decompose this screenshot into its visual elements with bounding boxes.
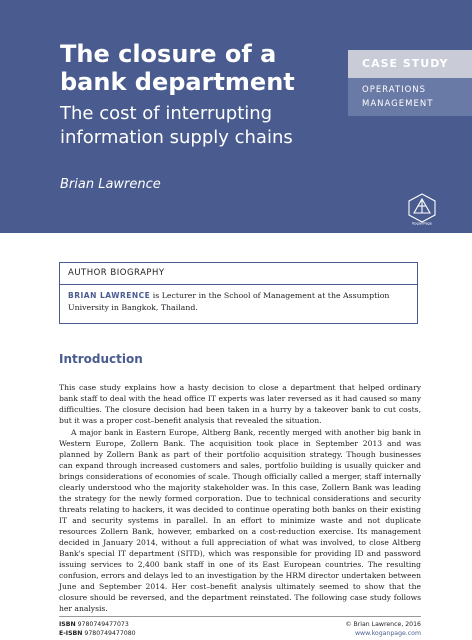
eisbn-value: 9780749477080 bbox=[84, 630, 136, 637]
eisbn-label: E-ISBN bbox=[59, 630, 83, 637]
category-line-2: MANAGEMENT bbox=[362, 99, 434, 109]
case-study-label: CASE STUDY bbox=[348, 50, 472, 78]
isbn-value: 9780749477073 bbox=[77, 621, 129, 628]
biography-text bbox=[68, 290, 409, 314]
publisher-logo-icon bbox=[407, 193, 437, 225]
publisher-url-link[interactable]: www.koganpage.com bbox=[354, 630, 421, 637]
author-biography-box bbox=[59, 262, 418, 324]
biography-heading: AUTHOR BIOGRAPHY bbox=[68, 268, 165, 278]
footer-divider bbox=[59, 616, 421, 617]
author-name: Brian Lawrence bbox=[60, 177, 161, 192]
header-banner bbox=[0, 0, 472, 233]
document-subtitle: The cost of interrupting information supply chains bbox=[60, 103, 293, 148]
publisher-logo-text: KoganPage bbox=[412, 221, 432, 225]
copyright-text: © Brian Lawrence, 2016 bbox=[345, 621, 421, 628]
category-block bbox=[348, 78, 472, 116]
isbn-label: ISBN bbox=[59, 621, 76, 628]
introduction-paragraph-1: This case study explains how a hasty decision to close a department that helped ordinary bank staff to deal with the head office IT experts was later reversed as it had caused so many difficulties. The closure decision had been taken in a hurry by a takeover bank to cut costs, but it was a proper cost–benefit analysis that revealed the situation. bbox=[59, 383, 421, 425]
introduction-paragraph-2: A major bank in Eastern Europe, Altberg Bank, recently merged with another big bank in Western Europe, Zollern Bank. The acquisition took place in September 2013 and was planned by Zollern Bank as part of their portfolio acquisition strategy. Though businesses can expand through increased customers and sales, portfolio building is usually quicker and brings considerations of economies of scale. Though officially called a merger, staff internally clearly understood who the majority stakeholder was. In this case, Zollern Bank was leading the strategy for the newly formed corporation. Due to technical considerations and security threats relating to hackers, it was decided to continue operating both banks on their existing IT and security systems in parallel. In an effort to minimize waste and not duplicate resources Zollern Bank, however, embarked on a cost-reduction exercise. Its management decided in January 2014, without a full appreciation of what was involved, to close Altberg Bank's special IT department (SITD), which was responsible for providing ID and password issuing services to 2,400 bank staff in one of its East European countries. The resulting confusion, errors and delays led to an investigation by the HRM director undertaken between June and September 2014. Her cost–benefit analysis ultimately seemed to show that the closure should be reversed, and the department reinstated. The following case study follows her analysis. bbox=[59, 428, 422, 613]
biography-description: is Lecturer in the School of Management at the Assumption University in Bangkok, Thailand. bbox=[68, 291, 390, 312]
copyright-block bbox=[345, 620, 421, 638]
biography-divider bbox=[60, 284, 417, 285]
document-title: The closure of a bank department bbox=[60, 40, 295, 96]
biography-author-name: BRIAN LAWRENCE bbox=[68, 291, 151, 300]
isbn-block bbox=[59, 620, 136, 638]
introduction-heading: Introduction bbox=[59, 352, 143, 366]
category-line-1: OPERATIONS bbox=[362, 85, 427, 95]
